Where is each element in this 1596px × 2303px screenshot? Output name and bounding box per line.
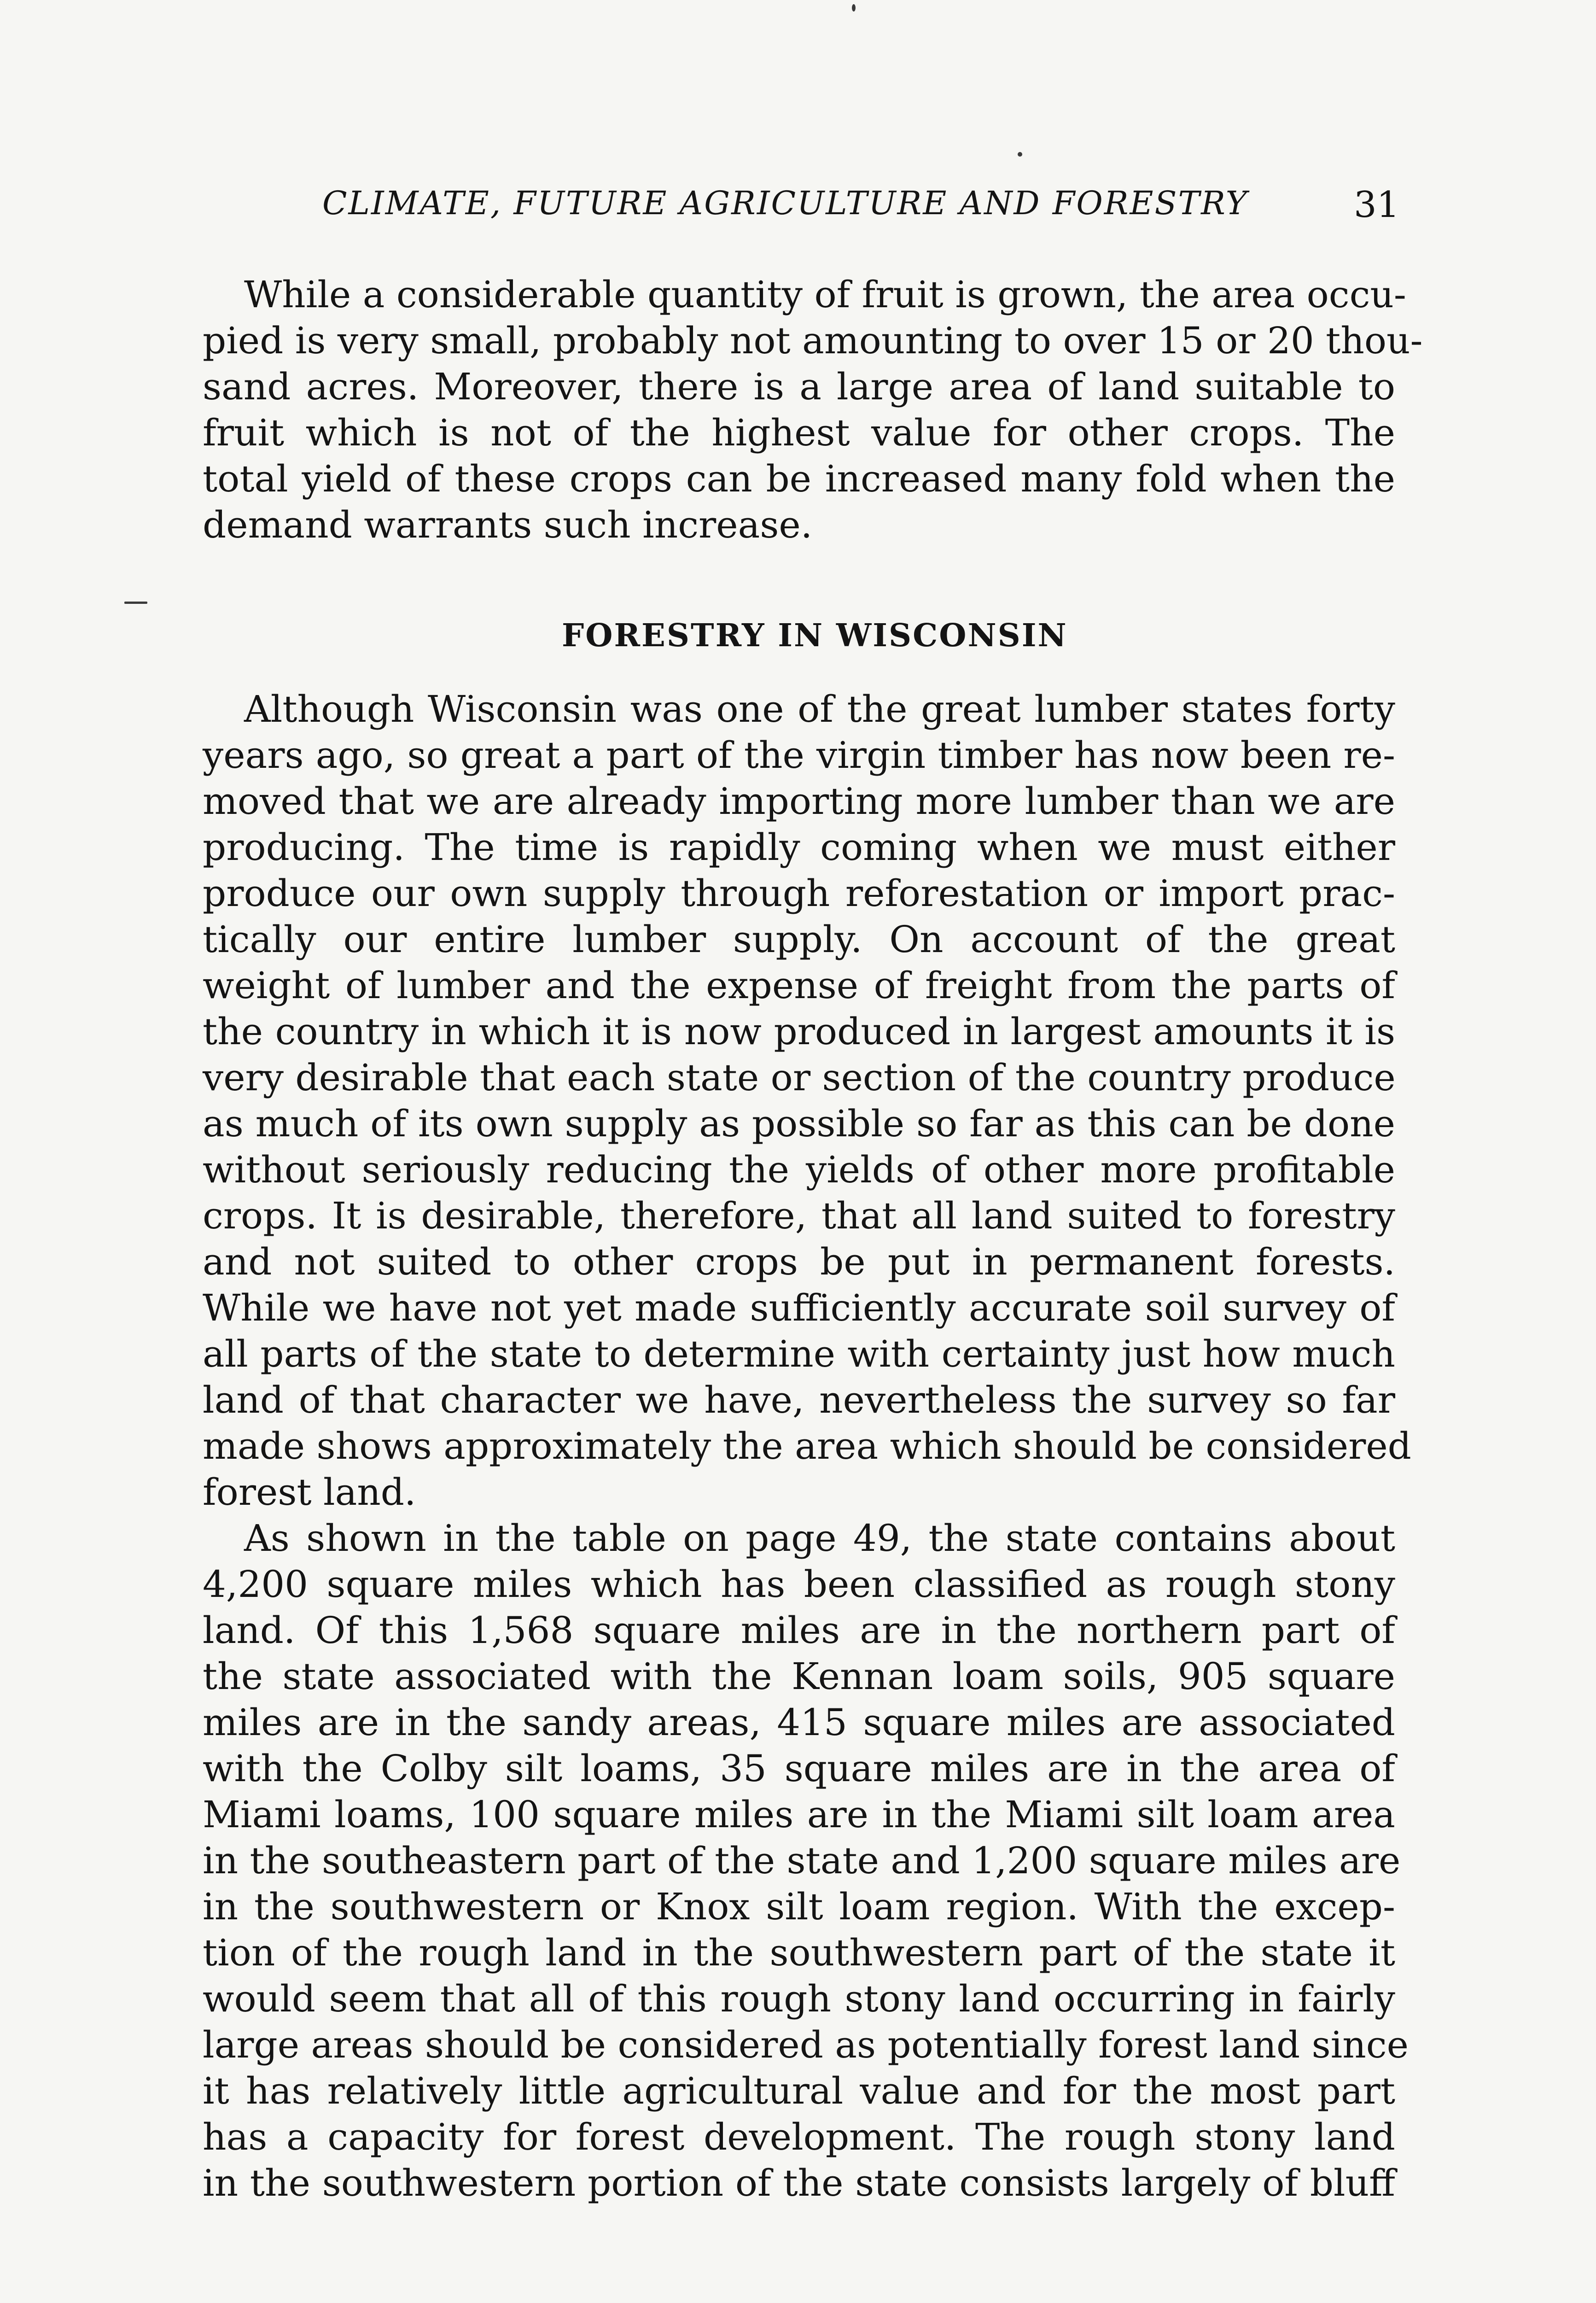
- text-line: fruit which is not of the highest value for other crops. The: [203, 411, 1395, 454]
- text-line: in the southwestern or Knox silt loam region. With the excep-: [203, 1885, 1395, 1928]
- running-head: CLIMATE, FUTURE AGRICULTURE AND FORESTRY: [322, 184, 1248, 222]
- text-line: While we have not yet made sufficiently accurate soil survey of: [203, 1286, 1395, 1329]
- text-line: as much of its own supply as possible so far as this can be done: [203, 1102, 1395, 1145]
- text-line: very desirable that each state or section of the country produce: [203, 1056, 1396, 1099]
- text-line: large areas should be considered as potentially forest land since: [203, 2023, 1409, 2066]
- text-line: in the southwestern portion of the state consists largely of bluff: [203, 2162, 1395, 2204]
- text-line: land. Of this 1,568 square miles are in the northern part of: [203, 1609, 1395, 1652]
- text-line: has a capacity for forest development. The rough stony land: [203, 2116, 1395, 2158]
- text-line: producing. The time is rapidly coming when we must either: [203, 826, 1395, 869]
- text-line: As shown in the table on page 49, the state contains about: [244, 1517, 1395, 1560]
- scan-speck: [852, 4, 856, 12]
- text-line: total yield of these crops can be increased many fold when the: [203, 457, 1395, 500]
- page-number: 31: [1354, 184, 1400, 226]
- text-line: made shows approximately the area which should be considered: [203, 1425, 1411, 1467]
- text-line: without seriously reducing the yields of other more profitable: [203, 1148, 1395, 1191]
- text-line: land of that character we have, nevertheless the survey so far: [203, 1379, 1395, 1421]
- text-line: years ago, so great a part of the virgin timber has now been re-: [203, 734, 1395, 777]
- text-line: pied is very small, probably not amounting to over 15 or 20 thou-: [203, 319, 1423, 362]
- margin-mark: [124, 602, 147, 604]
- text-line: it has relatively little agricultural value and for the most part: [203, 2069, 1395, 2112]
- text-line: produce our own supply through reforestation or import prac-: [203, 872, 1395, 915]
- text-line: tion of the rough land in the southwestern part of the state it: [203, 1931, 1395, 1974]
- text-line: with the Colby silt loams, 35 square miles are in the area of: [203, 1747, 1395, 1790]
- text-line: Miami loams, 100 square miles are in the Miami silt loam area: [203, 1793, 1395, 1836]
- text-line: Although Wisconsin was one of the great lumber states forty: [244, 688, 1395, 731]
- text-line: 4,200 square miles which has been classified as rough stony: [203, 1563, 1395, 1606]
- text-line: the country in which it is now produced in largest amounts it is: [203, 1010, 1395, 1053]
- text-line: weight of lumber and the expense of freight from the parts of: [203, 964, 1395, 1007]
- text-line: crops. It is desirable, therefore, that all land suited to forestry: [203, 1194, 1395, 1237]
- text-line: While a considerable quantity of fruit is grown, the area occu-: [244, 273, 1406, 316]
- text-line: moved that we are already importing more lumber than we are: [203, 780, 1395, 823]
- text-line: miles are in the sandy areas, 415 square miles are associated: [203, 1701, 1395, 1744]
- text-line: demand warrants such increase.: [203, 503, 813, 546]
- text-line: would seem that all of this rough stony land occurring in fairly: [203, 1977, 1395, 2020]
- section-heading: FORESTRY IN WISCONSIN: [562, 617, 1068, 654]
- text-line: the state associated with the Kennan loam soils, 905 square: [203, 1655, 1395, 1698]
- text-line: forest land.: [203, 1471, 416, 1514]
- text-line: sand acres. Moreover, there is a large area of land suitable to: [203, 365, 1395, 408]
- text-line: tically our entire lumber supply. On account of the great: [203, 918, 1395, 961]
- scan-speck: [1018, 152, 1022, 157]
- text-line: in the southeastern part of the state and 1,200 square miles are: [203, 1839, 1401, 1882]
- text-line: all parts of the state to determine with certainty just how much: [203, 1333, 1395, 1375]
- text-line: and not suited to other crops be put in permanent forests.: [203, 1240, 1395, 1283]
